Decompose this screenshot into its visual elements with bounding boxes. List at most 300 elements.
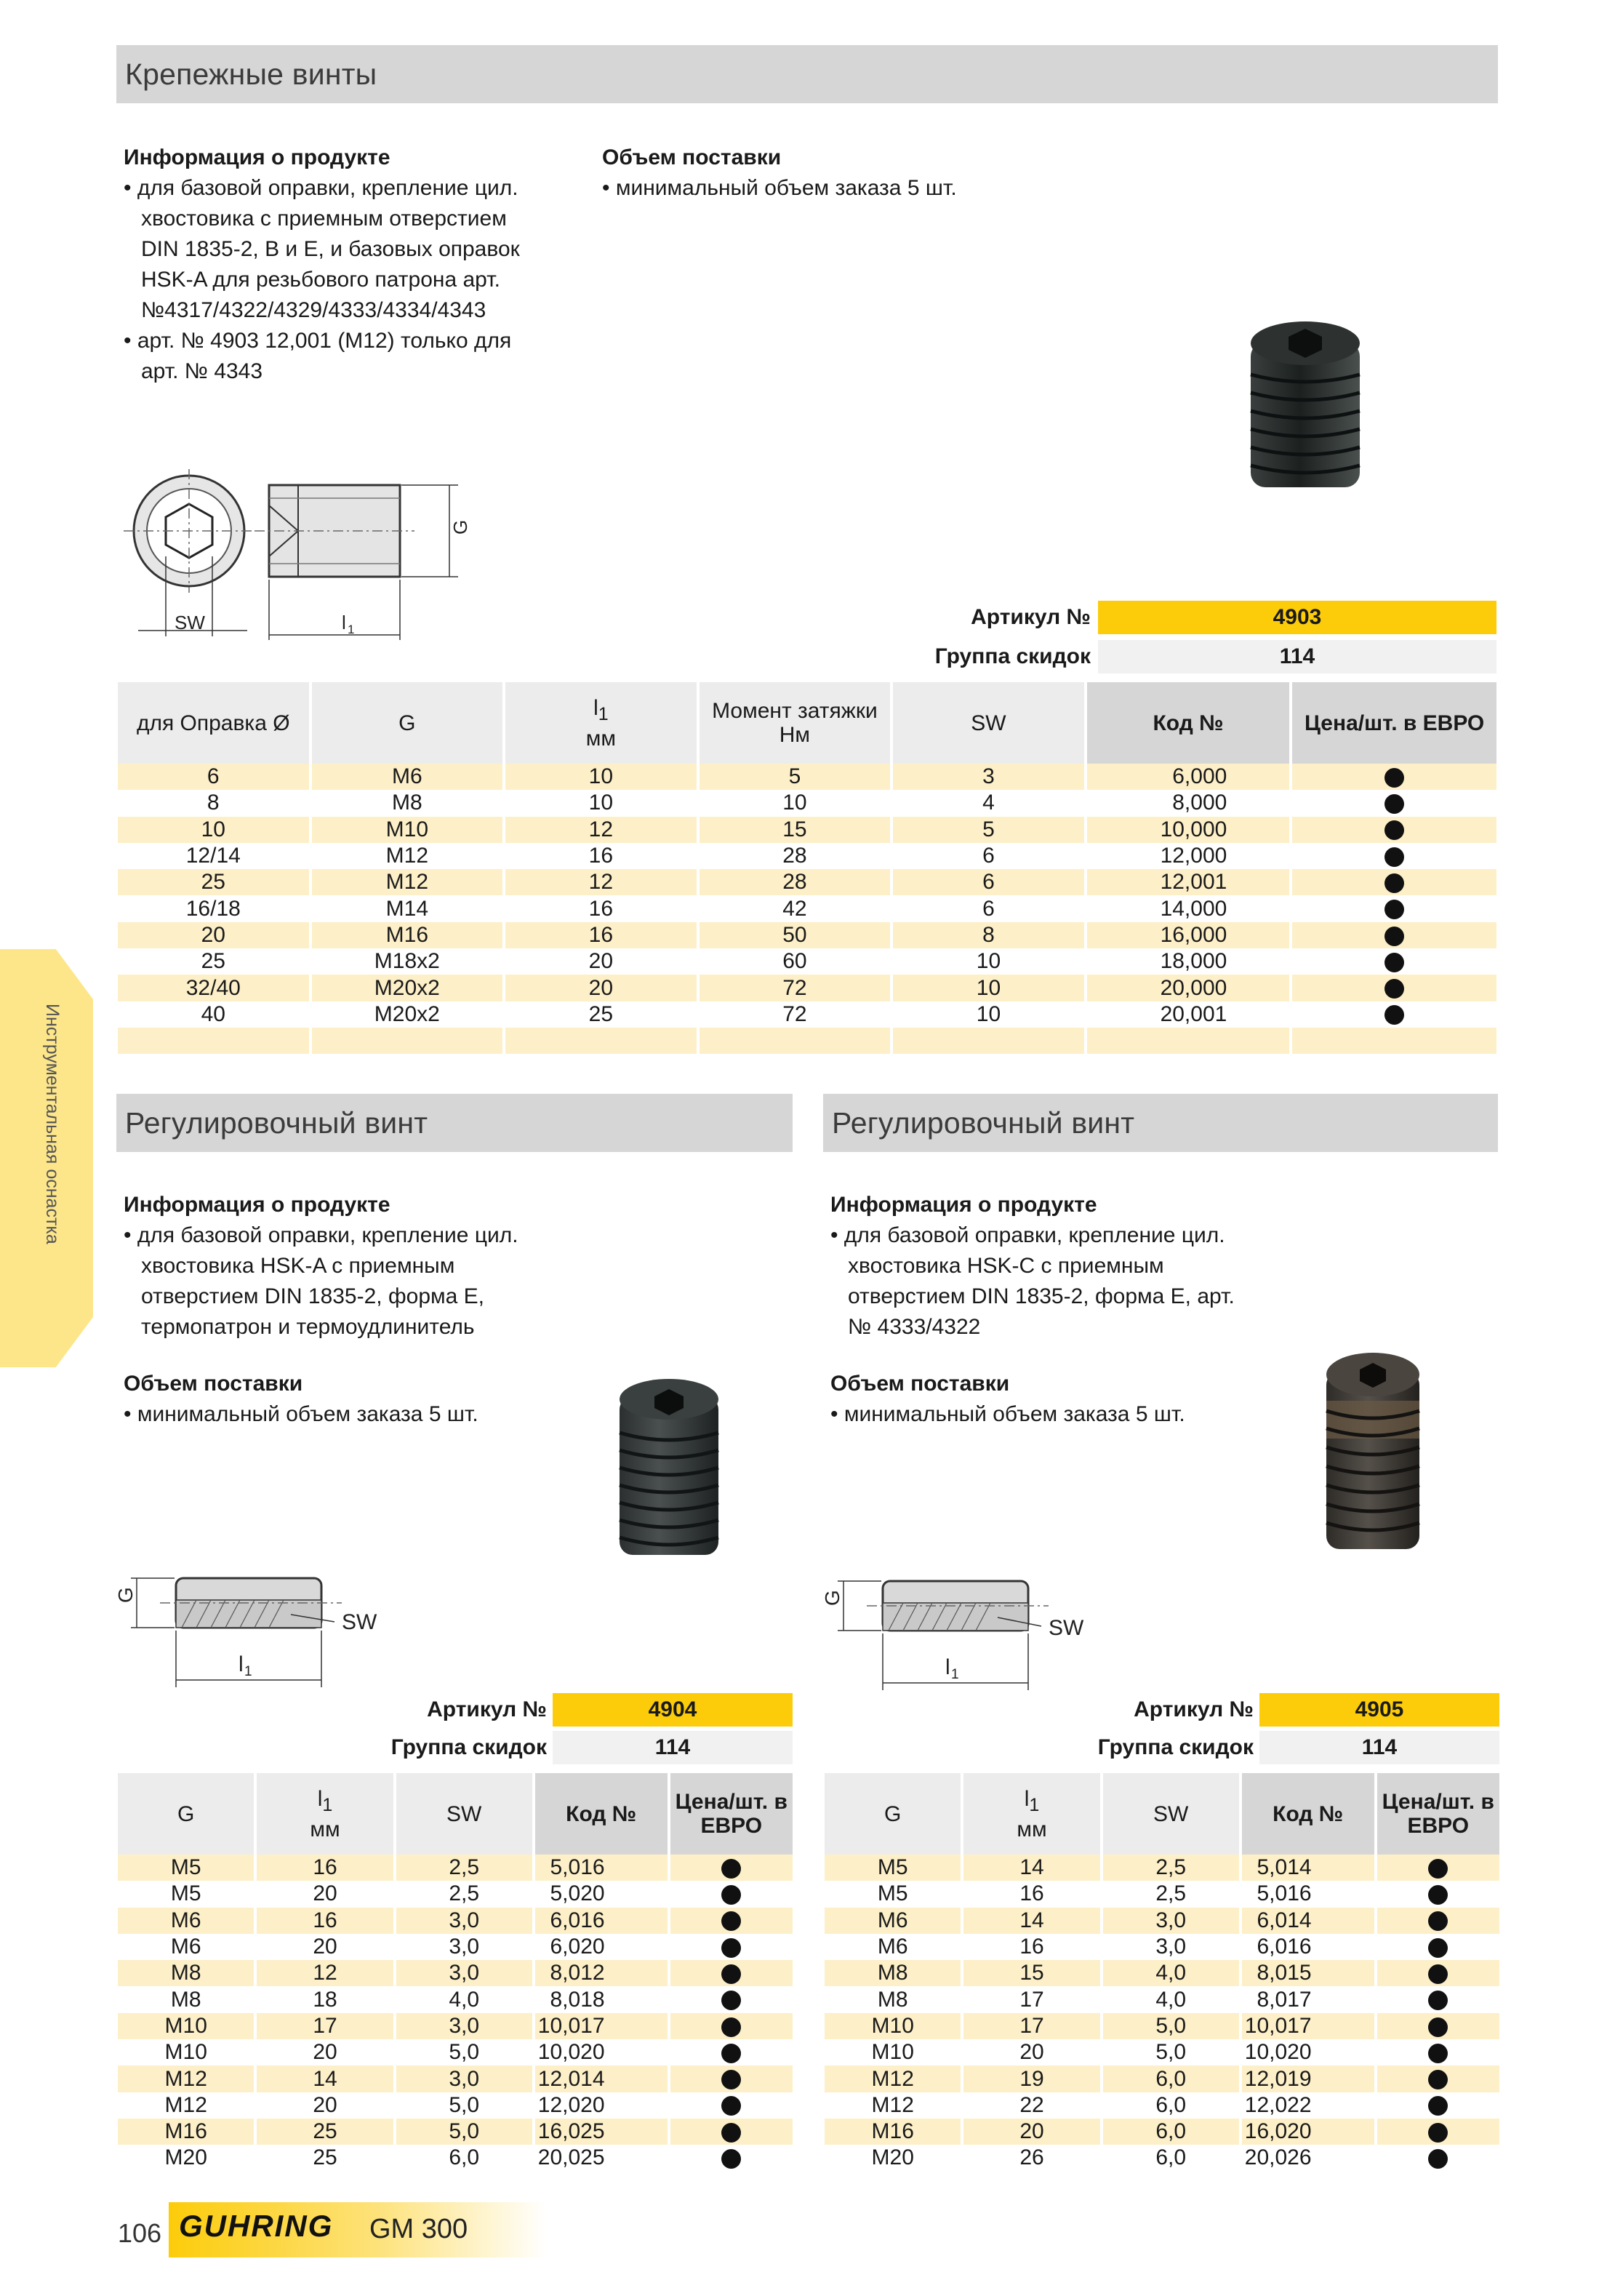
availability-dot-icon	[1384, 847, 1404, 867]
availability-dot-icon	[1428, 1885, 1448, 1905]
table-row	[825, 1960, 1499, 1986]
table-cell: 25	[257, 2119, 393, 2145]
table-cell: M20x2	[312, 1001, 503, 1028]
table-cell: 6,0	[1103, 2145, 1239, 2171]
table-cell: 3,0	[396, 2013, 532, 2039]
table-cell: 10	[893, 975, 1084, 1001]
availability-dot-icon	[1384, 794, 1404, 814]
table-cell: 5,0	[396, 2119, 532, 2145]
label-sw: SW	[342, 1610, 377, 1634]
table-cell: 72	[700, 1001, 891, 1028]
col-header-sw: SW	[396, 1773, 532, 1855]
code-cell: 12,001	[1087, 869, 1290, 895]
table-row	[118, 1001, 1496, 1028]
col-header-price: Цена/шт. в ЕВРО	[670, 1773, 793, 1855]
availability-dot-icon	[721, 1991, 741, 2010]
table-cell: M8	[825, 1986, 961, 2012]
code-cell: 8,000	[1087, 790, 1290, 816]
table-cell: 6,0	[1103, 2092, 1239, 2119]
availability-dot-icon	[1428, 2096, 1448, 2116]
table-cell: 3,0	[396, 1934, 532, 1960]
table-cell	[893, 1028, 1084, 1054]
code-cell: 20,000	[1087, 975, 1290, 1001]
side-tab-label: Инструментальная оснастка	[42, 1004, 63, 1244]
table-cell: M6	[825, 1908, 961, 1934]
table-cell: 3,0	[396, 1908, 532, 1934]
table-cell: 4,0	[1103, 1986, 1239, 2012]
section3-product-info	[830, 1190, 1252, 1343]
table-cell: 2,5	[396, 1881, 532, 1907]
label-l1: l	[945, 1655, 950, 1679]
table-row	[118, 2092, 793, 2119]
table-cell: M20x2	[312, 975, 503, 1001]
price-cell	[1377, 2119, 1499, 2145]
table-cell: M20	[118, 2145, 254, 2171]
table-cell: 20	[963, 2039, 1099, 2065]
availability-dot-icon	[1384, 927, 1404, 946]
code-cell: 6,016	[1242, 1934, 1374, 1960]
table-row	[118, 895, 1496, 921]
col-header-g: G	[118, 1773, 254, 1855]
table-cell: 10	[893, 1001, 1084, 1028]
code-cell: 10,020	[535, 2039, 668, 2065]
table-row	[118, 1986, 793, 2012]
table-cell: 26	[963, 2145, 1099, 2171]
price-cell	[670, 1855, 793, 1881]
delivery-item: • минимальный объем заказа 5 шт.	[124, 1402, 478, 1426]
l1-unit: мм	[1017, 1817, 1047, 1841]
table-cell: M12	[825, 2092, 961, 2119]
table-cell: M6	[312, 764, 503, 790]
discount-label: Группа скидок	[934, 644, 1091, 668]
table-cell: M8	[118, 1986, 254, 2012]
price-cell	[1377, 2013, 1499, 2039]
info-heading: Информация о продукте	[124, 1193, 390, 1217]
col-header-price: Цена/шт. в ЕВРО	[1377, 1773, 1499, 1855]
table-cell: 32/40	[118, 975, 309, 1001]
col-header-price: Цена/шт. в ЕВРО	[1292, 682, 1496, 764]
adjusting-screw-drawing-c	[823, 1574, 1129, 1697]
code-cell: 18,000	[1087, 948, 1290, 975]
price-cell	[1292, 817, 1496, 843]
table-cell: 12	[505, 869, 697, 895]
availability-dot-icon	[721, 1911, 741, 1931]
table-cell: 16/18	[118, 895, 309, 921]
code-cell: 8,017	[1242, 1986, 1374, 2012]
table-cell: 14	[963, 1908, 1099, 1934]
table-cell: 20	[257, 1934, 393, 1960]
col-header-l1	[963, 1773, 1099, 1855]
table-row	[118, 843, 1496, 869]
section1-product-info	[124, 143, 545, 387]
price-cell	[670, 2039, 793, 2065]
article-label: Артикул №	[427, 1697, 547, 1721]
info-heading: Информация о продукте	[830, 1193, 1097, 1217]
table-row	[118, 1960, 793, 1986]
table-cell: 20	[257, 1881, 393, 1907]
table-cell: 28	[700, 843, 891, 869]
table-cell: M12	[118, 2065, 254, 2092]
col-header-sw: SW	[1103, 1773, 1239, 1855]
table-cell: M6	[825, 1934, 961, 1960]
table-cell: M20	[825, 2145, 961, 2171]
availability-dot-icon	[1428, 2070, 1448, 2089]
info-item: • для базовой оправки, крепление цил. хвостовика HSK-A с приемным отверстием DIN 1835-2, форма E, термопатрон и термоудлинитель	[124, 1223, 518, 1339]
table-cell: M12	[825, 2065, 961, 2092]
label-g: G	[449, 519, 471, 535]
table-row	[118, 1908, 793, 1934]
availability-dot-icon	[1428, 1911, 1448, 1931]
adjusting-screw-photo-c	[1307, 1345, 1438, 1556]
table-cell: 6	[893, 843, 1084, 869]
l1-sub: 1	[1029, 1794, 1040, 1815]
price-cell	[1377, 1986, 1499, 2012]
table-cell: 6,0	[1103, 2065, 1239, 2092]
col-header-code: Код №	[1087, 682, 1290, 764]
section-title-adjusting-screw-hsk-c: Регулировочный винт	[823, 1094, 1498, 1152]
table-cell: 4,0	[1103, 1960, 1239, 1986]
table-cell: M10	[312, 817, 503, 843]
article-label: Артикул №	[1134, 1697, 1254, 1721]
col-header-g: G	[312, 682, 503, 764]
table-cell: 22	[963, 2092, 1099, 2119]
table-cell: 10	[505, 790, 697, 816]
code-cell: 10,017	[1242, 2013, 1374, 2039]
discount-group: 114	[553, 1731, 793, 1764]
table-row	[825, 2092, 1499, 2119]
table-cell: 16	[257, 1855, 393, 1881]
col-header-sw: SW	[893, 682, 1084, 764]
table-cell: M16	[312, 922, 503, 948]
table-cell: 25	[505, 1001, 697, 1028]
table-cell: 15	[700, 817, 891, 843]
table-row	[118, 817, 1496, 843]
table-row	[118, 2145, 793, 2171]
col-header-torque: Момент затяжки Нм	[700, 682, 891, 764]
table-cell: 6	[893, 895, 1084, 921]
availability-dot-icon	[721, 1859, 741, 1879]
code-cell: 10,017	[535, 2013, 668, 2039]
availability-dot-icon	[1384, 979, 1404, 999]
availability-dot-icon	[1384, 768, 1404, 788]
section2-product-info	[124, 1190, 545, 1343]
label-l1: l	[342, 612, 346, 633]
table-cell: M5	[118, 1855, 254, 1881]
table-row	[118, 2039, 793, 2065]
table-row	[825, 1855, 1499, 1881]
code-cell: 20,026	[1242, 2145, 1374, 2171]
table-cell: 14	[257, 2065, 393, 2092]
availability-dot-icon	[721, 2017, 741, 2037]
table-cell	[118, 1028, 309, 1054]
col-header-code: Код №	[1242, 1773, 1374, 1855]
info-heading: Информация о продукте	[124, 145, 390, 169]
col-header-g: G	[825, 1773, 961, 1855]
table-row	[825, 1986, 1499, 2012]
col-header-l1	[505, 682, 697, 764]
table-row	[118, 2013, 793, 2039]
availability-dot-icon	[1428, 1964, 1448, 1984]
price-cell	[1292, 895, 1496, 921]
table-cell: M12	[118, 2092, 254, 2119]
code-cell: 12,022	[1242, 2092, 1374, 2119]
table-cell	[700, 1028, 891, 1054]
code-cell: 6,000	[1087, 764, 1290, 790]
table-cell: 42	[700, 895, 891, 921]
table-row	[118, 2119, 793, 2145]
code-cell: 8,018	[535, 1986, 668, 2012]
table-cell: M5	[825, 1855, 961, 1881]
table-cell: 16	[505, 922, 697, 948]
availability-dot-icon	[1428, 2044, 1448, 2063]
brand-logo: GUHRING	[179, 2209, 334, 2243]
label-g: G	[821, 1590, 843, 1606]
table-cell	[312, 1028, 503, 1054]
table-cell: M14	[312, 895, 503, 921]
discount-label: Группа скидок	[390, 1735, 547, 1759]
price-cell	[1292, 790, 1496, 816]
col-header-code: Код №	[535, 1773, 668, 1855]
table-row	[118, 2065, 793, 2092]
price-cell	[670, 2145, 793, 2171]
table-cell: 40	[118, 1001, 309, 1028]
fixing-screw-table	[115, 682, 1499, 1054]
table-row	[118, 1855, 793, 1881]
table-cell	[505, 1028, 697, 1054]
table-cell: M10	[825, 2039, 961, 2065]
availability-dot-icon	[721, 2123, 741, 2143]
info-item: • для базовой оправки, крепление цил. хвостовика HSK-C с приемным отверстием DIN 1835-2, форма E, арт. № 4333/4322	[830, 1223, 1235, 1339]
table-cell: 16	[505, 843, 697, 869]
discount-group: 114	[1098, 640, 1496, 673]
label-l1-sub: 1	[244, 1664, 252, 1679]
l1-unit: мм	[585, 726, 616, 751]
table-cell: 12	[505, 817, 697, 843]
price-cell	[670, 1986, 793, 2012]
table-cell: M5	[825, 1881, 961, 1907]
table-cell: M10	[825, 2013, 961, 2039]
table-cell: 17	[963, 1986, 1099, 2012]
code-cell: 5,014	[1242, 1855, 1374, 1881]
table-cell: 19	[963, 2065, 1099, 2092]
table-row	[825, 2013, 1499, 2039]
set-screw-photo	[1229, 313, 1382, 495]
availability-dot-icon	[1384, 873, 1404, 893]
label-sw: SW	[175, 612, 205, 633]
table-cell: M6	[118, 1908, 254, 1934]
availability-dot-icon	[1384, 820, 1404, 840]
table-cell	[1292, 1028, 1496, 1054]
table-cell: 10	[700, 790, 891, 816]
section3-delivery	[830, 1369, 1267, 1430]
price-cell	[1292, 1001, 1496, 1028]
discount-group: 114	[1259, 1731, 1499, 1764]
code-cell: 16,000	[1087, 922, 1290, 948]
code-cell: 14,000	[1087, 895, 1290, 921]
table-cell: 25	[118, 948, 309, 975]
price-cell	[1292, 843, 1496, 869]
availability-dot-icon	[1428, 2123, 1448, 2143]
code-cell: 16,020	[1242, 2119, 1374, 2145]
table-cell: M16	[825, 2119, 961, 2145]
availability-dot-icon	[1428, 2149, 1448, 2169]
table-cell: M8	[118, 1960, 254, 1986]
availability-dot-icon	[1428, 2017, 1448, 2037]
l1-sub: 1	[598, 703, 609, 724]
table-cell: 28	[700, 869, 891, 895]
table-cell: 8	[893, 922, 1084, 948]
table-cell: 2,5	[396, 1855, 532, 1881]
table-cell: M12	[312, 869, 503, 895]
price-cell	[1377, 1908, 1499, 1934]
availability-dot-icon	[721, 1885, 741, 1905]
col-header-l1	[257, 1773, 393, 1855]
table-cell: M18x2	[312, 948, 503, 975]
table-cell: 60	[700, 948, 891, 975]
availability-dot-icon	[1384, 1005, 1404, 1025]
table-cell: 2,5	[1103, 1855, 1239, 1881]
price-cell	[1377, 1960, 1499, 1986]
table-row	[118, 1881, 793, 1907]
article-number: 4904	[553, 1693, 793, 1727]
table-cell: 5,0	[396, 2092, 532, 2119]
col-header-holder-diameter: для Оправка Ø	[118, 682, 309, 764]
table-row	[825, 1934, 1499, 1960]
info-item: • для базовой оправки, крепление цил. хвостовика с приемным отверстием DIN 1835-2, B и E, и базовых оправок HSK-A для резьбового патрона арт. №4317/4322/4329/4333/4334/4343	[124, 176, 520, 322]
l1-unit: мм	[310, 1817, 340, 1841]
table-cell	[1087, 1028, 1290, 1054]
availability-dot-icon	[1384, 900, 1404, 919]
price-cell	[670, 1908, 793, 1934]
table-cell: 16	[257, 1908, 393, 1934]
table-cell: 20	[257, 2092, 393, 2119]
price-cell	[1377, 2092, 1499, 2119]
table-cell: 20	[257, 2039, 393, 2065]
section2-delivery	[124, 1369, 560, 1430]
table-cell: 8	[118, 790, 309, 816]
code-cell: 8,012	[535, 1960, 668, 1986]
availability-dot-icon	[1428, 1859, 1448, 1879]
table-cell: 20	[963, 2119, 1099, 2145]
l1-main: l	[1024, 1786, 1030, 1811]
table-cell: 10	[893, 948, 1084, 975]
delivery-item: • минимальный объем заказа 5 шт.	[830, 1402, 1185, 1426]
price-cell	[1377, 1881, 1499, 1907]
price-cell	[1292, 764, 1496, 790]
table-row	[118, 922, 1496, 948]
adjusting-screw-table-a	[115, 1773, 796, 2172]
table-cell: 20	[118, 922, 309, 948]
price-cell	[1377, 1934, 1499, 1960]
price-cell	[670, 2065, 793, 2092]
table-cell: 17	[257, 2013, 393, 2039]
table-cell: 4	[893, 790, 1084, 816]
price-cell	[1377, 2065, 1499, 2092]
table-row	[825, 2065, 1499, 2092]
adjusting-screw-drawing-a	[116, 1571, 422, 1695]
table-cell: 25	[257, 2145, 393, 2171]
table-cell: 10	[118, 817, 309, 843]
table-cell: 6	[118, 764, 309, 790]
price-cell	[1292, 922, 1496, 948]
table-cell: 5,0	[1103, 2013, 1239, 2039]
code-cell: 20,001	[1087, 1001, 1290, 1028]
code-cell: 6,020	[535, 1934, 668, 1960]
label-l1-sub: 1	[951, 1667, 959, 1682]
code-cell: 6,014	[1242, 1908, 1374, 1934]
table-cell: M10	[118, 2013, 254, 2039]
delivery-heading: Объем поставки	[124, 1372, 303, 1396]
price-cell	[670, 2119, 793, 2145]
table-row-empty	[118, 1028, 1496, 1054]
table-row	[825, 1908, 1499, 1934]
table-cell: 16	[963, 1934, 1099, 1960]
table-cell: 12/14	[118, 843, 309, 869]
table-row	[118, 948, 1496, 975]
table-cell: 3,0	[396, 1960, 532, 1986]
table-cell: 17	[963, 2013, 1099, 2039]
table-cell: 20	[505, 948, 697, 975]
price-cell	[670, 2013, 793, 2039]
catalog-name: GM 300	[369, 2214, 468, 2244]
table-cell: M5	[118, 1881, 254, 1907]
price-cell	[670, 1881, 793, 1907]
table-cell: 5,0	[396, 2039, 532, 2065]
price-cell	[1292, 869, 1496, 895]
table-cell: 16	[505, 895, 697, 921]
table-row	[118, 790, 1496, 816]
label-l1: l	[239, 1652, 244, 1676]
table-row	[118, 1934, 793, 1960]
article-number: 4905	[1259, 1693, 1499, 1727]
code-cell: 5,016	[1242, 1881, 1374, 1907]
table-cell: 6,0	[1103, 2119, 1239, 2145]
table-row	[825, 2119, 1499, 2145]
table-cell: 5	[700, 764, 891, 790]
adjusting-screw-table-c	[822, 1773, 1502, 2172]
code-cell: 20,025	[535, 2145, 668, 2171]
table-cell: 14	[963, 1855, 1099, 1881]
table-cell: 50	[700, 922, 891, 948]
delivery-item: • минимальный объем заказа 5 шт.	[602, 176, 957, 200]
section1-delivery	[602, 143, 1009, 204]
table-cell: 2,5	[1103, 1881, 1239, 1907]
table-cell: 18	[257, 1986, 393, 2012]
discount-label: Группа скидок	[1097, 1735, 1254, 1759]
table-cell: 5	[893, 817, 1084, 843]
price-cell	[1377, 1855, 1499, 1881]
table-cell: 6	[893, 869, 1084, 895]
label-l1-sub: 1	[348, 623, 355, 636]
table-cell: 20	[505, 975, 697, 1001]
label-sw: SW	[1049, 1616, 1084, 1640]
table-row	[825, 2039, 1499, 2065]
table-cell: 3	[893, 764, 1084, 790]
table-cell: M8	[312, 790, 503, 816]
price-cell	[1377, 2145, 1499, 2171]
table-cell: 12	[257, 1960, 393, 1986]
fixing-screw-drawing	[116, 476, 480, 651]
delivery-heading: Объем поставки	[602, 145, 782, 169]
table-cell: M8	[825, 1960, 961, 1986]
code-cell: 12,000	[1087, 843, 1290, 869]
article-number: 4903	[1098, 601, 1496, 634]
table-cell: 4,0	[396, 1986, 532, 2012]
table-cell: M12	[312, 843, 503, 869]
price-cell	[1377, 2039, 1499, 2065]
table-cell: 3,0	[396, 2065, 532, 2092]
section-title-fixing-screws: Крепежные винты	[116, 45, 1498, 103]
